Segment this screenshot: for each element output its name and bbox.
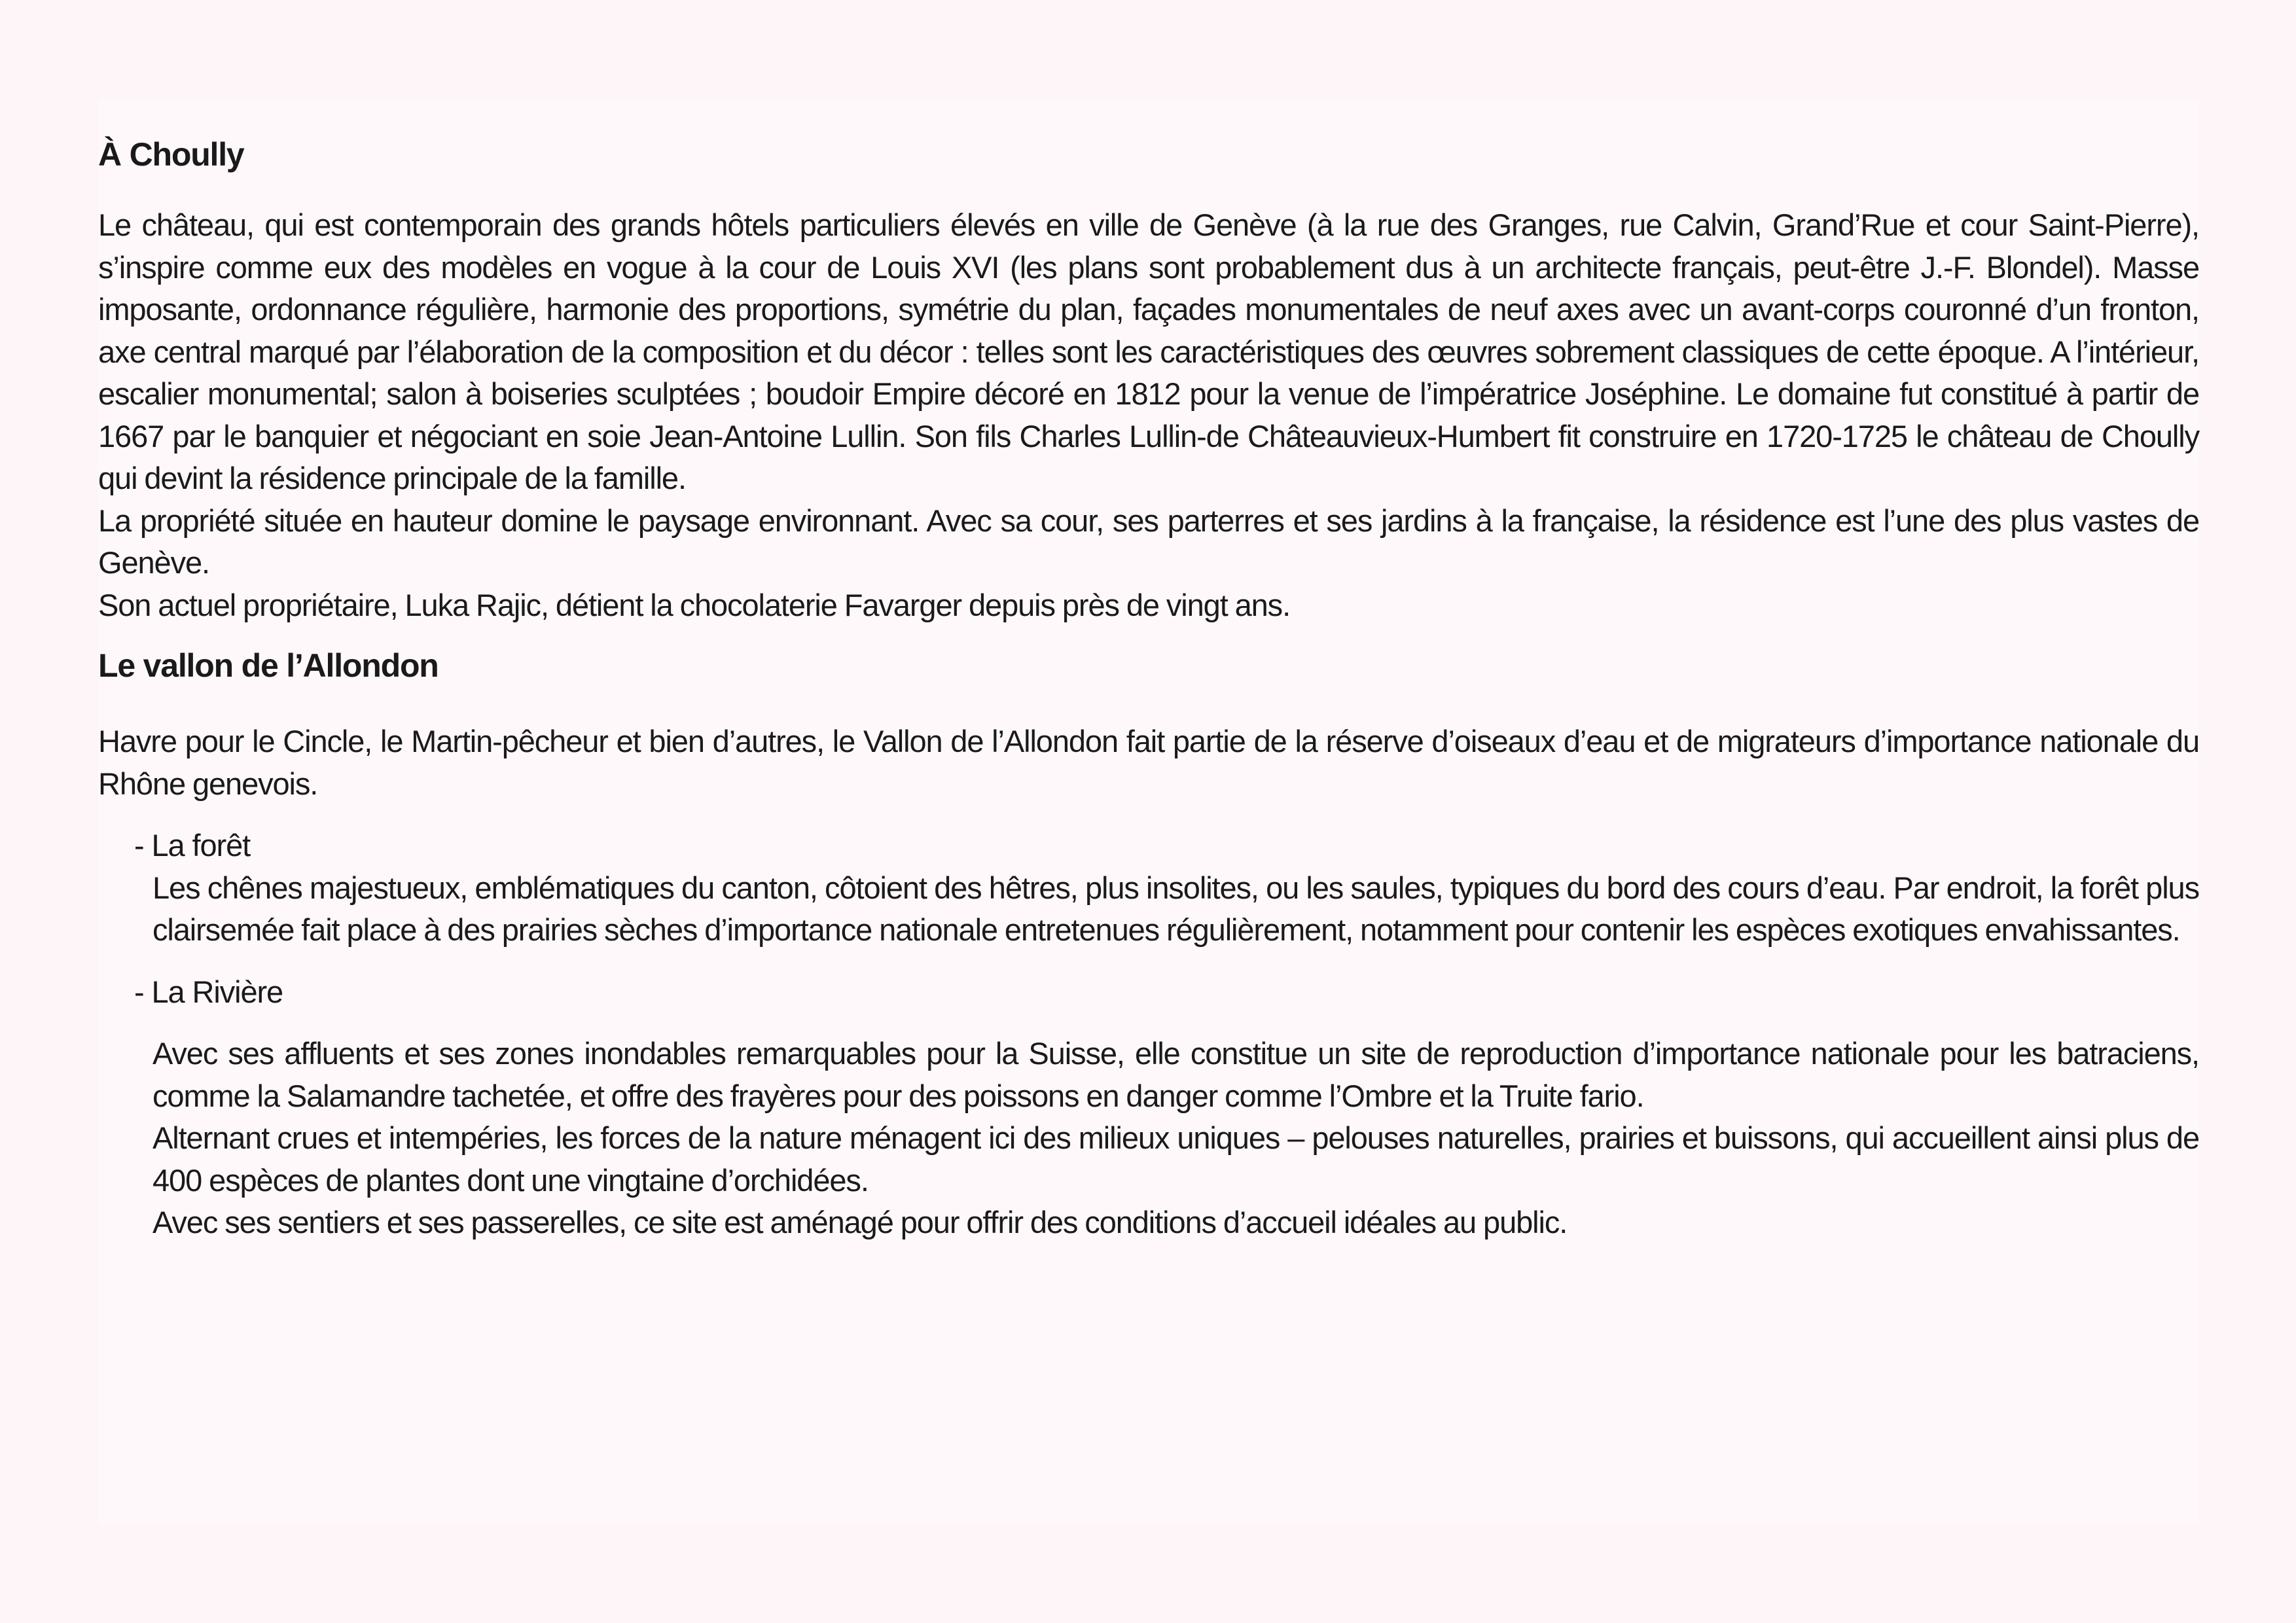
- list-item-foret: [98, 825, 2199, 952]
- paragraph-foret: Les chênes majestueux, emblématiques du canton, côtoient des hêtres, plus insolites, ou les saules, typiques du bord des cours d’eau. Par endroit, la forêt plus clairsemée fait place à des prairies sèches d’importance nationale entretenues régulièrement, notamment pour contenir les espèces exotiques envahissantes.: [152, 870, 2199, 947]
- paragraph-chateau-history: Le château, qui est contemporain des grands hôtels particuliers élevés en ville de Genève (à la rue des Granges, rue Calvin, Grand’Rue et cour Saint-Pierre), s’inspire comme eux des modèles en vogue à la cour de Louis XVI (les plans sont probablement dus à un architecte français, peut-être J.-F. Blondel). Masse imposante, ordonnance régulière, harmonie des proportions, symétrie du plan, façades monumentales de neuf axes avec un avant-corps couronné d’un fronton, axe central marqué par l’élaboration de la composition et du décor : telles sont les caractéristiques des œuvres sobrement classiques de cette époque. A l’intérieur, escalier monumental; salon à boiseries sculptées ; boudoir Empire décoré en 1812 pour la venue de l’impératrice Joséphine. Le domaine fut constitué à partir de 1667 par le banquier et négociant en soie Jean-Antoine Lullin. Son fils Charles Lullin-de Châteauvieux-Humbert fit construire en 1720-1725 le château de Choully qui devint la résidence principale de la famille.: [98, 207, 2199, 495]
- section-heading-choully: À Choully: [98, 136, 244, 173]
- paragraph-riviere-accueil: Avec ses sentiers et ses passerelles, ce site est aménagé pour offrir des conditions d’accueil idéales au public.: [152, 1205, 1568, 1240]
- paragraph-riviere-milieux: Alternant crues et intempéries, les forces de la nature ménagent ici des milieux uniques – pelouses naturelles, prairies et buissons, qui accueillent ainsi plus de 400 espèces de plantes dont une vingtaine d’orchidées.: [152, 1120, 2199, 1198]
- section-heading-allondon: Le vallon de l’Allondon: [98, 647, 439, 684]
- list-item-title-foret: - La forêt: [134, 828, 251, 863]
- paragraph-current-owner: Son actuel propriétaire, Luka Rajic, détient la chocolaterie Favarger depuis près de vingt ans.: [98, 587, 1291, 622]
- list-item-title-riviere: - La Rivière: [134, 974, 283, 1009]
- document-content: [98, 134, 2199, 1244]
- paragraph-riviere-habitat: Avec ses affluents et ses zones inondables remarquables pour la Suisse, elle constitue un site de reproduction d’importance nationale pour les batraciens, comme la Salamandre tachetée, et offre des frayères pour des poissons en danger comme l’Ombre et la Truite fario.: [152, 1036, 2199, 1113]
- paragraph-property-location: La propriété située en hauteur domine le paysage environnant. Avec sa cour, ses parterres et ses jardins à la française, la résidence est l’une des plus vastes de Genève.: [98, 503, 2199, 580]
- paragraph-allondon-intro: Havre pour le Cincle, le Martin-pêcheur et bien d’autres, le Vallon de l’Allondon fait partie de la réserve d’oiseaux d’eau et de migrateurs d’importance nationale du Rhône genevois.: [98, 724, 2199, 801]
- document-page: [98, 98, 2199, 1525]
- list-item-riviere: [98, 971, 2199, 1244]
